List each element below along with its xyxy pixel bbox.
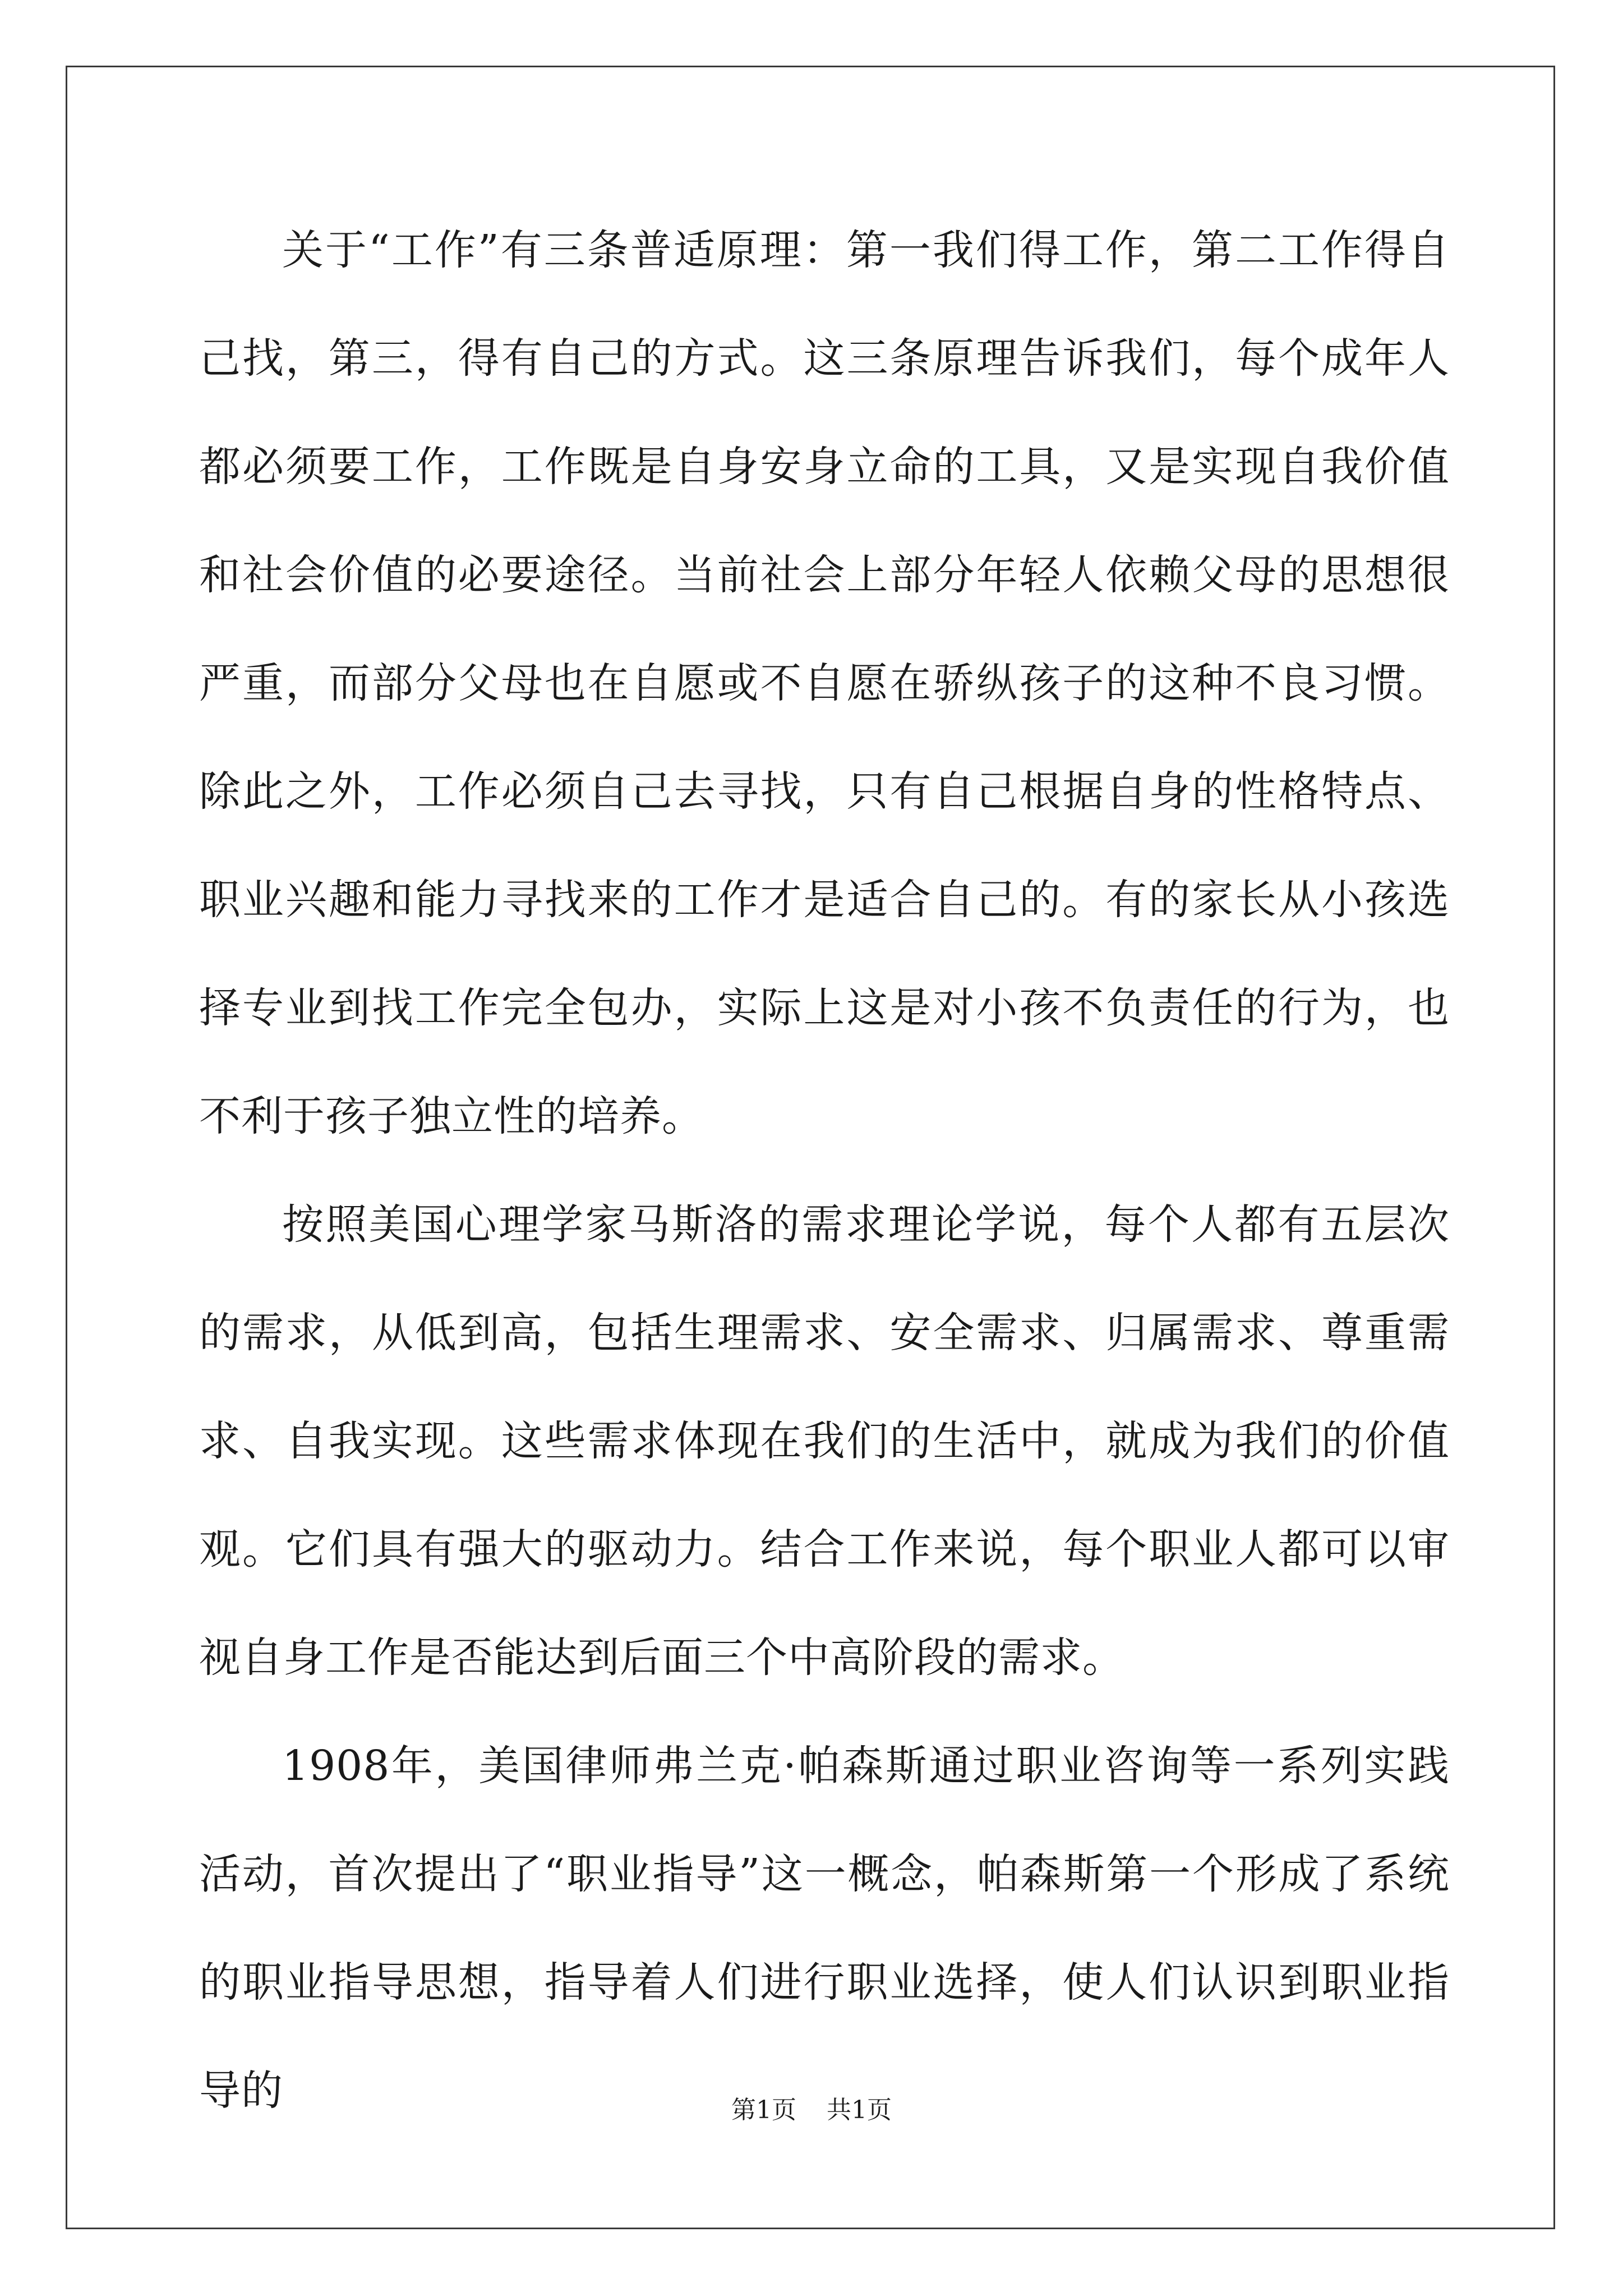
document-body	[199, 196, 1450, 2145]
page-number-current: 第1页	[731, 2096, 796, 2124]
page-number-total: 共1页	[827, 2096, 892, 2124]
page-footer	[0, 2090, 1623, 2125]
paragraph: 关于“工作”有三条普适原理：第一我们得工作，第二工作得自己找，第三，得有自己的方式。这三条原理告诉我们，每个成年人都必须要工作，工作既是自身安身立命的工具，又是实现自我价值和社会价值的必要途径。当前社会上部分年轻人依赖父母的思想很严重，而部分父母也在自愿或不自愿在骄纵孩子的这种不良习惯。除此之外，工作必须自己去寻找，只有自己根据自身的性格特点、职业兴趣和能力寻找来的工作才是适合自己的。有的家长从小孩选择专业到找工作完全包办，实际上这是对小孩不负责任的行为，也不利于孩子独立性的培养。	[199, 226, 1450, 1140]
paragraph: 按照美国心理学家马斯洛的需求理论学说，每个人都有五层次的需求，从低到高，包括生理需求、安全需求、归属需求、尊重需求、自我实现。这些需求体现在我们的生活中，就成为我们的价值观。它们具有强大的驱动力。结合工作来说，每个职业人都可以审视自身工作是否能达到后面三个中高阶段的需求。	[199, 1200, 1450, 1682]
paragraph: 1908年，美国律师弗兰克·帕森斯通过职业咨询等一系列实践活动，首次提出了“职业指导”这一概念，帕森斯第一个形成了系统的职业指导思想，指导着人们进行职业选择，使人们认识到职业指导的	[199, 1742, 1450, 2115]
